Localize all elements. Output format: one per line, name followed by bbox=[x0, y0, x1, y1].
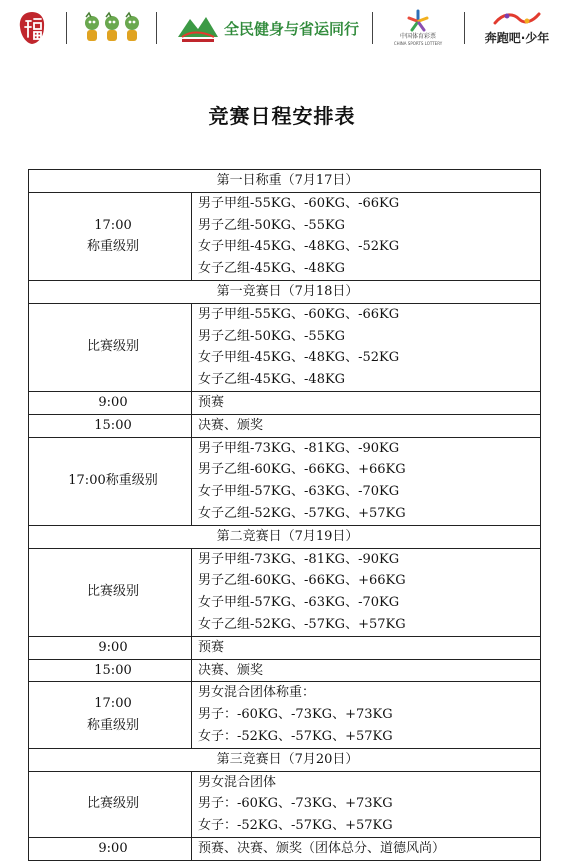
mountain-emblem-icon bbox=[176, 11, 220, 45]
event-cell: 决赛、颁奖 bbox=[192, 414, 541, 437]
table-row bbox=[29, 414, 541, 437]
detail-line: 男子乙组-50KG、-55KG bbox=[198, 328, 346, 344]
event-cell: 预赛、决赛、颁奖（团体总分、道德风尚） bbox=[192, 837, 541, 860]
day-header: 第一日称重（7月17日） bbox=[29, 170, 541, 193]
detail-line: 女子乙组-45KG、-48KG bbox=[198, 372, 346, 388]
time-cell bbox=[29, 682, 192, 748]
day-header: 第一竞赛日（7月18日） bbox=[29, 280, 541, 303]
header-divider bbox=[156, 12, 157, 44]
time-cell: 9:00 bbox=[29, 391, 192, 414]
event-cell: 预赛 bbox=[192, 636, 541, 659]
day-header-row bbox=[29, 525, 541, 548]
table-row bbox=[29, 771, 541, 837]
table-row bbox=[29, 837, 541, 860]
table-row bbox=[29, 659, 541, 682]
detail-line: 女子：-52KG、-57KG、+57KG bbox=[198, 728, 393, 744]
day-header: 第二竞赛日（7月19日） bbox=[29, 525, 541, 548]
table-row bbox=[29, 391, 541, 414]
label-text: 称重级别 bbox=[86, 239, 139, 255]
lottery-star-icon bbox=[405, 9, 431, 33]
time-cell: 9:00 bbox=[29, 837, 192, 860]
slogan-text: 全民健身与省运同行 bbox=[223, 19, 359, 38]
detail-cell bbox=[192, 771, 541, 837]
time-text: 17:00 bbox=[94, 696, 132, 712]
mascot-icon bbox=[82, 11, 142, 45]
detail-line: 女子乙组-52KG、-57KG、+57KG bbox=[198, 616, 406, 632]
table-row bbox=[29, 303, 541, 391]
fu-character-logo bbox=[14, 8, 50, 48]
header-logos bbox=[0, 0, 564, 56]
detail-line: 男子甲组-55KG、-60KG、-66KG bbox=[198, 306, 400, 322]
time-cell: 15:00 bbox=[29, 414, 192, 437]
detail-line: 女子：-52KG、-57KG、+57KG bbox=[198, 818, 393, 834]
detail-cell bbox=[192, 682, 541, 748]
detail-line: 女子甲组-45KG、-48KG、-52KG bbox=[198, 350, 400, 366]
detail-line: 女子乙组-45KG、-48KG bbox=[198, 261, 346, 277]
detail-cell bbox=[192, 192, 541, 280]
detail-cell bbox=[192, 437, 541, 525]
label-cell: 比赛级别 bbox=[29, 303, 192, 391]
table-row bbox=[29, 548, 541, 636]
header-divider bbox=[66, 12, 67, 44]
label-cell: 比赛级别 bbox=[29, 771, 192, 837]
label-cell: 17:00称重级别 bbox=[29, 437, 192, 525]
page-title: 竞赛日程安排表 bbox=[208, 104, 356, 128]
detail-line: 男子乙组-60KG、-66KG、+66KG bbox=[198, 573, 406, 589]
day-header-row bbox=[29, 280, 541, 303]
table-row bbox=[29, 636, 541, 659]
detail-line: 男女混合团体 bbox=[198, 774, 277, 790]
detail-line: 男女混合团体称重： bbox=[198, 685, 316, 701]
detail-line: 男子甲组-73KG、-81KG、-90KG bbox=[198, 440, 400, 456]
event-cell: 预赛 bbox=[192, 391, 541, 414]
day-header: 第三竞赛日（7月20日） bbox=[29, 748, 541, 771]
header-divider bbox=[372, 12, 373, 44]
detail-line: 男子甲组-55KG、-60KG、-66KG bbox=[198, 195, 400, 211]
detail-line: 男子：-60KG、-73KG、+73KG bbox=[198, 707, 393, 723]
detail-line: 男子乙组-60KG、-66KG、+66KG bbox=[198, 462, 406, 478]
lottery-name: 中国体育彩票 bbox=[399, 33, 436, 40]
day-header-row bbox=[29, 170, 541, 193]
detail-line: 女子甲组-57KG、-63KG、-70KG bbox=[198, 595, 400, 611]
event-cell: 决赛、颁奖 bbox=[192, 659, 541, 682]
day-header-row bbox=[29, 748, 541, 771]
table-row bbox=[29, 437, 541, 525]
time-cell bbox=[29, 192, 192, 280]
detail-cell bbox=[192, 303, 541, 391]
detail-line: 女子甲组-45KG、-48KG、-52KG bbox=[198, 239, 400, 255]
detail-line: 女子甲组-57KG、-63KG、-70KG bbox=[198, 484, 400, 500]
detail-cell bbox=[192, 548, 541, 636]
time-text: 17:00 bbox=[94, 217, 132, 233]
header-divider bbox=[464, 12, 465, 44]
run-youth-icon bbox=[493, 11, 541, 27]
detail-line: 男子乙组-50KG、-55KG bbox=[198, 217, 346, 233]
table-row bbox=[29, 192, 541, 280]
fu-character-icon bbox=[15, 9, 49, 47]
mascot-logo bbox=[82, 8, 142, 48]
time-cell: 15:00 bbox=[29, 659, 192, 682]
lottery-subname: CHINA SPORTS LOTTERY bbox=[393, 41, 443, 46]
detail-line: 女子乙组-52KG、-57KG、+57KG bbox=[198, 505, 406, 521]
lottery-logo bbox=[388, 8, 448, 48]
run-youth-logo bbox=[478, 8, 556, 48]
slogan-logo bbox=[170, 8, 365, 48]
label-cell: 比赛级别 bbox=[29, 548, 192, 636]
detail-line: 男子甲组-73KG、-81KG、-90KG bbox=[198, 551, 400, 567]
schedule-table bbox=[28, 169, 541, 861]
table-row bbox=[29, 682, 541, 748]
run-youth-text: 奔跑吧·少年 bbox=[484, 30, 550, 45]
detail-line: 男子：-60KG、-73KG、+73KG bbox=[198, 796, 393, 812]
label-text: 称重级别 bbox=[86, 718, 139, 734]
time-cell: 9:00 bbox=[29, 636, 192, 659]
